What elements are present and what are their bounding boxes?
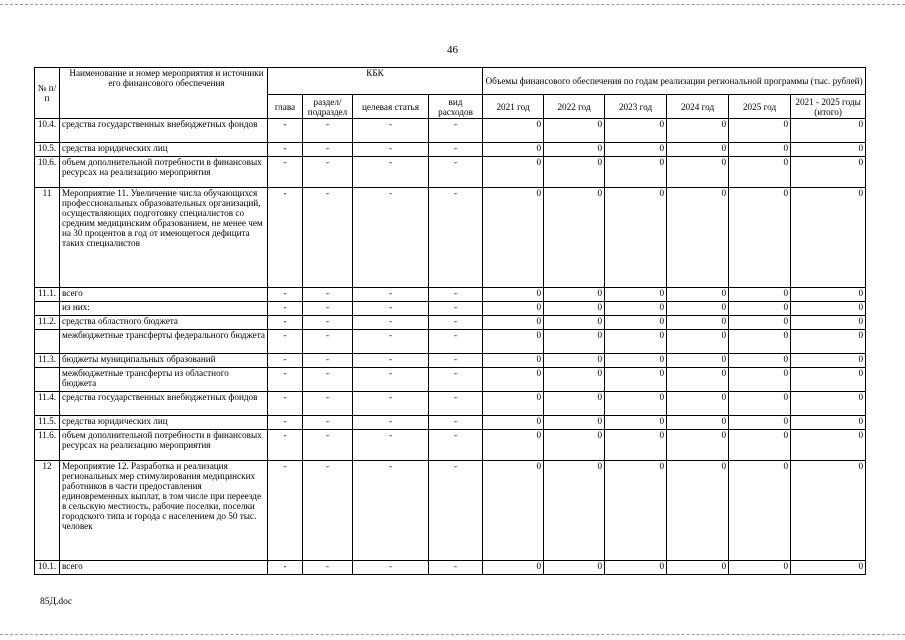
kbk-cell: - bbox=[429, 143, 483, 157]
value-cell: 0 bbox=[605, 354, 667, 368]
value-cell: 0 bbox=[791, 143, 866, 157]
value-cell: 0 bbox=[729, 354, 791, 368]
value-cell: 0 bbox=[605, 119, 667, 143]
kbk-cell: - bbox=[268, 561, 303, 575]
row-number: 10.5. bbox=[35, 143, 60, 157]
value-cell: 0 bbox=[544, 302, 605, 316]
scan-edge-top bbox=[0, 4, 905, 5]
value-cell: 0 bbox=[791, 157, 866, 188]
table-row bbox=[35, 561, 866, 575]
value-cell: 0 bbox=[667, 302, 729, 316]
value-cell: 0 bbox=[729, 430, 791, 461]
kbk-cell: - bbox=[429, 188, 483, 288]
kbk-cell: - bbox=[268, 368, 303, 392]
kbk-cell: - bbox=[429, 119, 483, 143]
value-cell: 0 bbox=[544, 330, 605, 354]
table-body bbox=[35, 119, 866, 575]
header-year-2021: 2021 год bbox=[483, 95, 544, 119]
row-name: объем дополнительной потребности в финансовых ресурсах на реализацию мероприятия bbox=[60, 430, 268, 461]
kbk-cell: - bbox=[353, 143, 429, 157]
kbk-cell: - bbox=[303, 561, 353, 575]
header-name: Наименование и номер мероприятия и источники его финансового обеспечения bbox=[60, 68, 268, 119]
header-glava: глава bbox=[268, 95, 303, 119]
kbk-cell: - bbox=[429, 157, 483, 188]
kbk-cell: - bbox=[303, 430, 353, 461]
kbk-cell: - bbox=[429, 392, 483, 416]
kbk-cell: - bbox=[268, 119, 303, 143]
kbk-cell: - bbox=[303, 302, 353, 316]
value-cell: 0 bbox=[483, 143, 544, 157]
value-cell: 0 bbox=[544, 288, 605, 302]
value-cell: 0 bbox=[791, 561, 866, 575]
kbk-cell: - bbox=[353, 416, 429, 430]
kbk-cell: - bbox=[268, 416, 303, 430]
kbk-cell: - bbox=[429, 288, 483, 302]
kbk-cell: - bbox=[353, 302, 429, 316]
row-number: 10.1. bbox=[35, 561, 60, 575]
table-row bbox=[35, 143, 866, 157]
row-name: межбюджетные трансферты федерального бюджета bbox=[60, 330, 268, 354]
kbk-cell: - bbox=[429, 368, 483, 392]
value-cell: 0 bbox=[791, 316, 866, 330]
row-name: средства юридических лиц bbox=[60, 143, 268, 157]
value-cell: 0 bbox=[667, 143, 729, 157]
kbk-cell: - bbox=[268, 392, 303, 416]
value-cell: 0 bbox=[667, 354, 729, 368]
value-cell: 0 bbox=[667, 288, 729, 302]
value-cell: 0 bbox=[791, 368, 866, 392]
row-name: средства областного бюджета bbox=[60, 316, 268, 330]
row-number bbox=[35, 330, 60, 354]
kbk-cell: - bbox=[429, 302, 483, 316]
row-number: 10.4. bbox=[35, 119, 60, 143]
value-cell: 0 bbox=[791, 354, 866, 368]
table-row bbox=[35, 368, 866, 392]
value-cell: 0 bbox=[544, 561, 605, 575]
value-cell: 0 bbox=[791, 430, 866, 461]
row-number: 10.6. bbox=[35, 157, 60, 188]
value-cell: 0 bbox=[544, 461, 605, 561]
kbk-cell: - bbox=[268, 188, 303, 288]
kbk-cell: - bbox=[353, 461, 429, 561]
value-cell: 0 bbox=[667, 188, 729, 288]
kbk-cell: - bbox=[303, 288, 353, 302]
table-row bbox=[35, 430, 866, 461]
value-cell: 0 bbox=[667, 461, 729, 561]
value-cell: 0 bbox=[483, 330, 544, 354]
kbk-cell: - bbox=[353, 157, 429, 188]
row-number bbox=[35, 368, 60, 392]
kbk-cell: - bbox=[353, 188, 429, 288]
financing-table bbox=[34, 67, 866, 575]
row-number bbox=[35, 302, 60, 316]
kbk-cell: - bbox=[268, 430, 303, 461]
value-cell: 0 bbox=[791, 288, 866, 302]
row-name: средства государственных внебюджетных фондов bbox=[60, 392, 268, 416]
row-name: средства государственных внебюджетных фондов bbox=[60, 119, 268, 143]
kbk-cell: - bbox=[353, 368, 429, 392]
kbk-cell: - bbox=[353, 119, 429, 143]
value-cell: 0 bbox=[605, 143, 667, 157]
value-cell: 0 bbox=[667, 561, 729, 575]
kbk-cell: - bbox=[353, 392, 429, 416]
table-row bbox=[35, 188, 866, 288]
table-row bbox=[35, 330, 866, 354]
value-cell: 0 bbox=[667, 119, 729, 143]
table-row bbox=[35, 392, 866, 416]
row-number: 11.1. bbox=[35, 288, 60, 302]
kbk-cell: - bbox=[268, 157, 303, 188]
kbk-cell: - bbox=[303, 392, 353, 416]
table-row bbox=[35, 302, 866, 316]
kbk-cell: - bbox=[303, 461, 353, 561]
value-cell: 0 bbox=[791, 461, 866, 561]
value-cell: 0 bbox=[667, 330, 729, 354]
kbk-cell: - bbox=[268, 288, 303, 302]
value-cell: 0 bbox=[605, 368, 667, 392]
value-cell: 0 bbox=[605, 461, 667, 561]
value-cell: 0 bbox=[483, 288, 544, 302]
kbk-cell: - bbox=[268, 143, 303, 157]
value-cell: 0 bbox=[544, 392, 605, 416]
value-cell: 0 bbox=[544, 430, 605, 461]
value-cell: 0 bbox=[605, 188, 667, 288]
value-cell: 0 bbox=[729, 368, 791, 392]
value-cell: 0 bbox=[791, 416, 866, 430]
row-name: всего bbox=[60, 288, 268, 302]
value-cell: 0 bbox=[729, 188, 791, 288]
row-number: 11.4. bbox=[35, 392, 60, 416]
kbk-cell: - bbox=[429, 316, 483, 330]
value-cell: 0 bbox=[544, 143, 605, 157]
kbk-cell: - bbox=[268, 330, 303, 354]
table-row bbox=[35, 354, 866, 368]
value-cell: 0 bbox=[483, 561, 544, 575]
value-cell: 0 bbox=[605, 302, 667, 316]
value-cell: 0 bbox=[544, 119, 605, 143]
scan-edge-bottom bbox=[0, 634, 905, 635]
value-cell: 0 bbox=[729, 416, 791, 430]
value-cell: 0 bbox=[791, 392, 866, 416]
value-cell: 0 bbox=[791, 119, 866, 143]
kbk-cell: - bbox=[268, 461, 303, 561]
header-kbk: КБК bbox=[268, 68, 483, 95]
header-statya: целевая статья bbox=[353, 95, 429, 119]
row-name: бюджеты муниципальных образований bbox=[60, 354, 268, 368]
header-year-2022: 2022 год bbox=[544, 95, 605, 119]
value-cell: 0 bbox=[544, 416, 605, 430]
header-volumes: Объемы финансового обеспечения по годам реализации региональной программы (тыс. рублей) bbox=[483, 68, 866, 95]
table-row bbox=[35, 288, 866, 302]
value-cell: 0 bbox=[605, 316, 667, 330]
table-row bbox=[35, 119, 866, 143]
value-cell: 0 bbox=[605, 392, 667, 416]
kbk-cell: - bbox=[353, 561, 429, 575]
value-cell: 0 bbox=[667, 392, 729, 416]
kbk-cell: - bbox=[353, 288, 429, 302]
footer-filename: 85Д.doc bbox=[40, 597, 73, 607]
row-number: 11.5. bbox=[35, 416, 60, 430]
row-number: 11.6. bbox=[35, 430, 60, 461]
row-number: 11.3. bbox=[35, 354, 60, 368]
kbk-cell: - bbox=[429, 330, 483, 354]
kbk-cell: - bbox=[268, 302, 303, 316]
value-cell: 0 bbox=[483, 157, 544, 188]
kbk-cell: - bbox=[429, 416, 483, 430]
kbk-cell: - bbox=[429, 461, 483, 561]
value-cell: 0 bbox=[791, 330, 866, 354]
row-name: из них: bbox=[60, 302, 268, 316]
kbk-cell: - bbox=[353, 316, 429, 330]
value-cell: 0 bbox=[483, 316, 544, 330]
value-cell: 0 bbox=[729, 302, 791, 316]
header-year-2025: 2025 год bbox=[729, 95, 791, 119]
value-cell: 0 bbox=[667, 430, 729, 461]
value-cell: 0 bbox=[667, 157, 729, 188]
kbk-cell: - bbox=[429, 430, 483, 461]
row-number: 11.2. bbox=[35, 316, 60, 330]
value-cell: 0 bbox=[667, 316, 729, 330]
value-cell: 0 bbox=[544, 368, 605, 392]
value-cell: 0 bbox=[605, 416, 667, 430]
header-razdel: раздел/ подраздел bbox=[303, 95, 353, 119]
value-cell: 0 bbox=[667, 368, 729, 392]
value-cell: 0 bbox=[729, 157, 791, 188]
kbk-cell: - bbox=[303, 368, 353, 392]
value-cell: 0 bbox=[605, 430, 667, 461]
row-name: Мероприятие 12. Разработка и реализация региональных мер стимулирования медицинских работников в части предоставления единовременных выплат, в том числе при переезде в сельскую местность, рабочие поселки, поселки городского типа и города с населением до 50 тыс. человек bbox=[60, 461, 268, 561]
table-row bbox=[35, 416, 866, 430]
value-cell: 0 bbox=[483, 119, 544, 143]
header-num: № п/п bbox=[35, 68, 60, 119]
value-cell: 0 bbox=[729, 316, 791, 330]
kbk-cell: - bbox=[353, 330, 429, 354]
header-total: 2021 - 2025 годы (итого) bbox=[791, 95, 866, 119]
value-cell: 0 bbox=[605, 157, 667, 188]
header-year-2023: 2023 год bbox=[605, 95, 667, 119]
value-cell: 0 bbox=[544, 188, 605, 288]
value-cell: 0 bbox=[605, 561, 667, 575]
kbk-cell: - bbox=[303, 157, 353, 188]
page-number: 46 bbox=[447, 44, 458, 56]
value-cell: 0 bbox=[483, 368, 544, 392]
kbk-cell: - bbox=[429, 354, 483, 368]
value-cell: 0 bbox=[729, 561, 791, 575]
value-cell: 0 bbox=[729, 119, 791, 143]
value-cell: 0 bbox=[483, 302, 544, 316]
kbk-cell: - bbox=[303, 316, 353, 330]
value-cell: 0 bbox=[483, 461, 544, 561]
table-row bbox=[35, 316, 866, 330]
header-year-2024: 2024 год bbox=[667, 95, 729, 119]
kbk-cell: - bbox=[303, 354, 353, 368]
value-cell: 0 bbox=[483, 392, 544, 416]
value-cell: 0 bbox=[483, 354, 544, 368]
value-cell: 0 bbox=[729, 143, 791, 157]
kbk-cell: - bbox=[429, 561, 483, 575]
value-cell: 0 bbox=[544, 157, 605, 188]
kbk-cell: - bbox=[303, 188, 353, 288]
value-cell: 0 bbox=[605, 288, 667, 302]
kbk-cell: - bbox=[268, 316, 303, 330]
kbk-cell: - bbox=[303, 119, 353, 143]
row-name: межбюджетные трансферты из областного бюджета bbox=[60, 368, 268, 392]
kbk-cell: - bbox=[303, 143, 353, 157]
value-cell: 0 bbox=[729, 288, 791, 302]
row-number: 11 bbox=[35, 188, 60, 288]
value-cell: 0 bbox=[483, 416, 544, 430]
value-cell: 0 bbox=[791, 302, 866, 316]
value-cell: 0 bbox=[605, 330, 667, 354]
value-cell: 0 bbox=[483, 188, 544, 288]
value-cell: 0 bbox=[544, 316, 605, 330]
kbk-cell: - bbox=[303, 330, 353, 354]
row-name: Мероприятие 11. Увеличение числа обучающихся профессиональных образовательных организаций, осуществляющих подготовку специалистов со средним медицинским образованием, не менее чем на 30 процентов в год от имеющегося дефицита таких специалистов bbox=[60, 188, 268, 288]
kbk-cell: - bbox=[353, 354, 429, 368]
row-name: объем дополнительной потребности в финансовых ресурсах на реализацию мероприятия bbox=[60, 157, 268, 188]
value-cell: 0 bbox=[791, 188, 866, 288]
value-cell: 0 bbox=[729, 330, 791, 354]
value-cell: 0 bbox=[483, 430, 544, 461]
value-cell: 0 bbox=[729, 461, 791, 561]
row-name: всего bbox=[60, 561, 268, 575]
kbk-cell: - bbox=[353, 430, 429, 461]
value-cell: 0 bbox=[667, 416, 729, 430]
table-row bbox=[35, 461, 866, 561]
value-cell: 0 bbox=[544, 354, 605, 368]
row-number: 12 bbox=[35, 461, 60, 561]
table-row bbox=[35, 157, 866, 188]
kbk-cell: - bbox=[303, 416, 353, 430]
kbk-cell: - bbox=[268, 354, 303, 368]
value-cell: 0 bbox=[729, 392, 791, 416]
row-name: средства юридических лиц bbox=[60, 416, 268, 430]
header-vid: вид расходов bbox=[429, 95, 483, 119]
